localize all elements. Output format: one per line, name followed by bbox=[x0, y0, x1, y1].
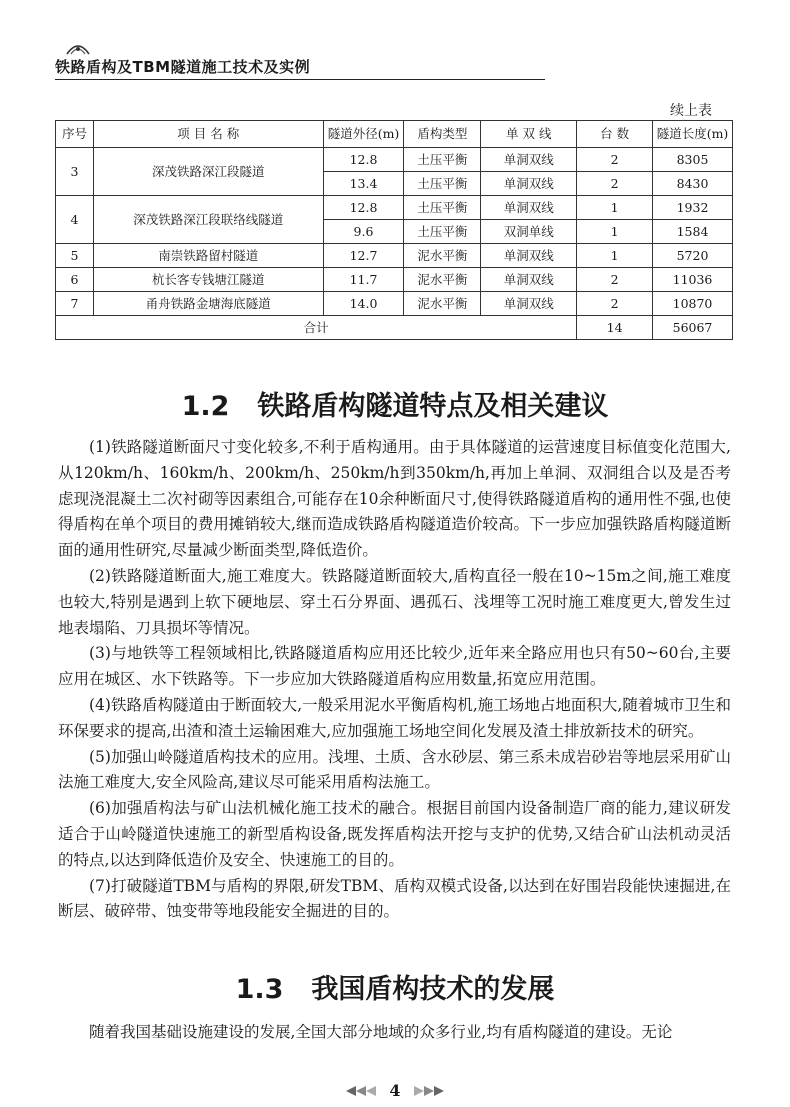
tunnel-length: 8430 bbox=[653, 172, 733, 196]
shield-type: 泥水平衡 bbox=[404, 244, 481, 268]
row-number: 7 bbox=[56, 292, 94, 316]
paragraph: (3)与地铁等工程领域相比,铁路隧道盾构应用还比较少,近年来全路应用也只有50~60台,主要应用在城区、水下铁路等。下一步应加大铁路隧道盾构应用数量,拓宽应用范围。 bbox=[58, 644, 731, 689]
tunnel-diameter: 11.7 bbox=[323, 268, 404, 292]
header-rule bbox=[55, 79, 545, 80]
machine-count: 2 bbox=[577, 268, 653, 292]
machine-count: 1 bbox=[577, 196, 653, 220]
row-number: 4 bbox=[56, 196, 94, 244]
shield-type: 泥水平衡 bbox=[404, 268, 481, 292]
machine-count: 2 bbox=[577, 172, 653, 196]
column-header: 隧道长度(m) bbox=[653, 121, 733, 148]
paragraph: (2)铁路隧道断面大,施工难度大。铁路隧道断面较大,盾构直径一般在10~15m之间,施工难度也较大,特别是遇到上软下硬地层、穿土石分界面、遇孤石、浅埋等工况时施工难度更大,曾发生过地表塌陷、刀具损坏等情况。 bbox=[58, 566, 731, 637]
page-footer bbox=[0, 1080, 790, 1100]
paragraph: (4)铁路盾构隧道由于断面较大,一般采用泥水平衡盾构机,施工场地占地面积大,随着城市卫生和环保要求的提高,出渣和渣土运输困难大,应加强施工场地空间化发展及渣土排放新技术的研究。 bbox=[58, 695, 731, 740]
tunnel-length: 1932 bbox=[653, 196, 733, 220]
total-count: 14 bbox=[577, 316, 653, 340]
column-header: 单 双 线 bbox=[481, 121, 577, 148]
section-title: 铁路盾构隧道特点及相关建议 bbox=[257, 391, 609, 422]
running-header bbox=[55, 36, 545, 82]
tunnel-length: 5720 bbox=[653, 244, 733, 268]
project-name: 杭长客专钱塘江隧道 bbox=[93, 268, 323, 292]
tunnel-length: 1584 bbox=[653, 220, 733, 244]
tunnel-diameter: 12.8 bbox=[323, 148, 404, 172]
paragraph: (1)铁路隧道断面尺寸变化较多,不利于盾构通用。由于具体隧道的运营速度目标值变化范围大,从120km/h、160km/h、200km/h、250km/h到350km/h,再加上单洞、双洞组合以及是否考虑现浇混凝土二次衬砌等因素组合,可能存在10余种断面尺寸,使得铁路隧道盾构的通用性不强,也使得盾构在单个项目的费用摊销较大,继而造成铁路盾构隧道造价较高。下一步应加强铁路盾构隧道断面的通用性研究,尽量减少断面类型,降低造价。 bbox=[58, 438, 731, 560]
line-type: 单洞双线 bbox=[481, 292, 577, 316]
page-number: 4 bbox=[389, 1081, 401, 1100]
line-type: 双洞单线 bbox=[481, 220, 577, 244]
project-name: 甬舟铁路金塘海底隧道 bbox=[93, 292, 323, 316]
section-title: 我国盾构技术的发展 bbox=[311, 974, 555, 1005]
shield-type: 土压平衡 bbox=[404, 148, 481, 172]
machine-count: 1 bbox=[577, 220, 653, 244]
section-1-3-body bbox=[58, 1020, 731, 1046]
table-header-row bbox=[56, 121, 733, 148]
table-row bbox=[56, 292, 733, 316]
row-number: 3 bbox=[56, 148, 94, 196]
paragraph: (7)打破隧道TBM与盾构的界限,研发TBM、盾构双模式设备,以达到在好围岩段能快速掘进,在断层、破碎带、蚀变带等地段能安全掘进的目的。 bbox=[58, 876, 731, 921]
project-name: 南崇铁路留村隧道 bbox=[93, 244, 323, 268]
column-header: 台 数 bbox=[577, 121, 653, 148]
column-header: 项 目 名 称 bbox=[93, 121, 323, 148]
paragraph: (6)加强盾构法与矿山法机械化施工技术的融合。根据目前国内设备制造厂商的能力,建议研发适合于山岭隧道快速施工的新型盾构设备,既发挥盾构法开挖与支护的优势,又结合矿山法机动灵活的特点,以达到降低造价及安全、快速施工的目的。 bbox=[58, 799, 731, 869]
section-heading-1-3 bbox=[0, 967, 790, 1006]
line-type: 单洞双线 bbox=[481, 196, 577, 220]
running-header-title: 铁路盾构及TBM隧道施工技术及实例 bbox=[55, 58, 311, 76]
shield-type: 土压平衡 bbox=[404, 220, 481, 244]
machine-count: 1 bbox=[577, 244, 653, 268]
project-name: 深茂铁路深江段隧道 bbox=[93, 148, 323, 196]
table-row bbox=[56, 244, 733, 268]
total-length: 56067 bbox=[653, 316, 733, 340]
line-type: 单洞双线 bbox=[481, 148, 577, 172]
tunnel-length: 10870 bbox=[653, 292, 733, 316]
table-row bbox=[56, 268, 733, 292]
column-header: 序号 bbox=[56, 121, 94, 148]
table-caption: 续上表 bbox=[670, 103, 712, 119]
row-number: 6 bbox=[56, 268, 94, 292]
shield-tunnel-table bbox=[55, 120, 733, 340]
project-name: 深茂铁路深江段联络线隧道 bbox=[93, 196, 323, 244]
line-type: 单洞双线 bbox=[481, 268, 577, 292]
section-number: 1.3 bbox=[235, 974, 284, 1005]
shield-type: 泥水平衡 bbox=[404, 292, 481, 316]
machine-count: 2 bbox=[577, 292, 653, 316]
table-total-row bbox=[56, 316, 733, 340]
left-arrow-icon bbox=[346, 1086, 378, 1096]
column-header: 盾构类型 bbox=[404, 121, 481, 148]
table-row bbox=[56, 148, 733, 172]
column-header: 隧道外径(m) bbox=[323, 121, 404, 148]
tunnel-diameter: 13.4 bbox=[323, 172, 404, 196]
shield-type: 土压平衡 bbox=[404, 172, 481, 196]
line-type: 单洞双线 bbox=[481, 244, 577, 268]
tunnel-diameter: 14.0 bbox=[323, 292, 404, 316]
paragraph: 随着我国基础设施建设的发展,全国大部分地域的众多行业,均有盾构隧道的建设。无论 bbox=[89, 1023, 673, 1041]
section-1-2-body bbox=[58, 435, 731, 925]
section-heading-1-2 bbox=[0, 384, 790, 423]
tunnel-length: 8305 bbox=[653, 148, 733, 172]
tunnel-diameter: 12.8 bbox=[323, 196, 404, 220]
tunnel-diameter: 9.6 bbox=[323, 220, 404, 244]
row-number: 5 bbox=[56, 244, 94, 268]
total-label: 合计 bbox=[56, 316, 577, 340]
tunnel-diameter: 12.7 bbox=[323, 244, 404, 268]
tunnel-length: 11036 bbox=[653, 268, 733, 292]
machine-count: 2 bbox=[577, 148, 653, 172]
section-number: 1.2 bbox=[181, 391, 230, 422]
shield-type: 土压平衡 bbox=[404, 196, 481, 220]
table-row bbox=[56, 196, 733, 220]
right-arrow-icon bbox=[412, 1086, 444, 1096]
line-type: 单洞双线 bbox=[481, 172, 577, 196]
paragraph: (5)加强山岭隧道盾构技术的应用。浅埋、土质、含水砂层、第三系未成岩砂岩等地层采用矿山法施工难度大,安全风险高,建议尽可能采用盾构法施工。 bbox=[58, 747, 731, 792]
